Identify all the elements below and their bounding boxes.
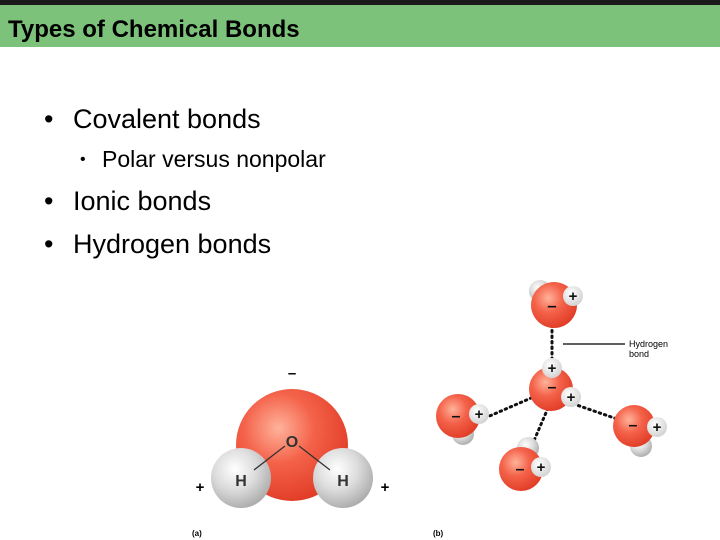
bullet-text: Polar versus nonpolar	[102, 146, 326, 172]
positive-sign: +	[474, 406, 484, 423]
negative-sign: –	[451, 408, 461, 425]
bullet-marker: •	[44, 229, 54, 259]
panel-a-caption: (a)	[192, 529, 202, 538]
positive-sign: +	[566, 389, 576, 406]
hydrogen-bond-label-line2: bond	[629, 349, 650, 359]
negative-sign: –	[515, 461, 525, 478]
charge-right-label: +	[380, 479, 390, 496]
positive-sign: +	[547, 360, 557, 377]
positive-sign: +	[652, 419, 662, 436]
panel-b-hydrogen-bonds	[436, 280, 667, 491]
slide-title: Types of Chemical Bonds	[8, 16, 300, 43]
bullet-text: Ionic bonds	[72, 186, 212, 216]
positive-sign: +	[536, 459, 546, 476]
water-molecule-center	[529, 358, 581, 411]
water-molecule-top	[529, 280, 583, 328]
water-molecule-right	[613, 405, 667, 457]
hydrogen-bond-label	[629, 339, 668, 359]
hydrogen-right-label: H	[337, 473, 349, 490]
bullet-text: Covalent bonds	[72, 104, 261, 134]
oxygen-label: O	[285, 434, 299, 451]
negative-sign: –	[547, 296, 557, 315]
hydrogen-bond-label-line1: Hydrogen	[629, 339, 669, 349]
bullet-marker: •	[44, 104, 54, 134]
panel-a-water-molecule	[196, 365, 390, 508]
charge-left-label: +	[195, 479, 205, 496]
hydrogen-left-label: H	[235, 473, 247, 490]
negative-sign: –	[628, 417, 638, 434]
water-molecule-left	[436, 394, 489, 445]
bullet-marker: •	[80, 151, 86, 168]
charge-top-label: –	[287, 365, 297, 382]
positive-sign: +	[568, 288, 578, 305]
bullet-text: Hydrogen bonds	[72, 229, 272, 259]
bullet-marker: •	[44, 186, 54, 216]
negative-sign: –	[547, 379, 557, 396]
water-molecule-bottom	[499, 437, 551, 491]
panel-b-caption: (b)	[433, 529, 444, 538]
